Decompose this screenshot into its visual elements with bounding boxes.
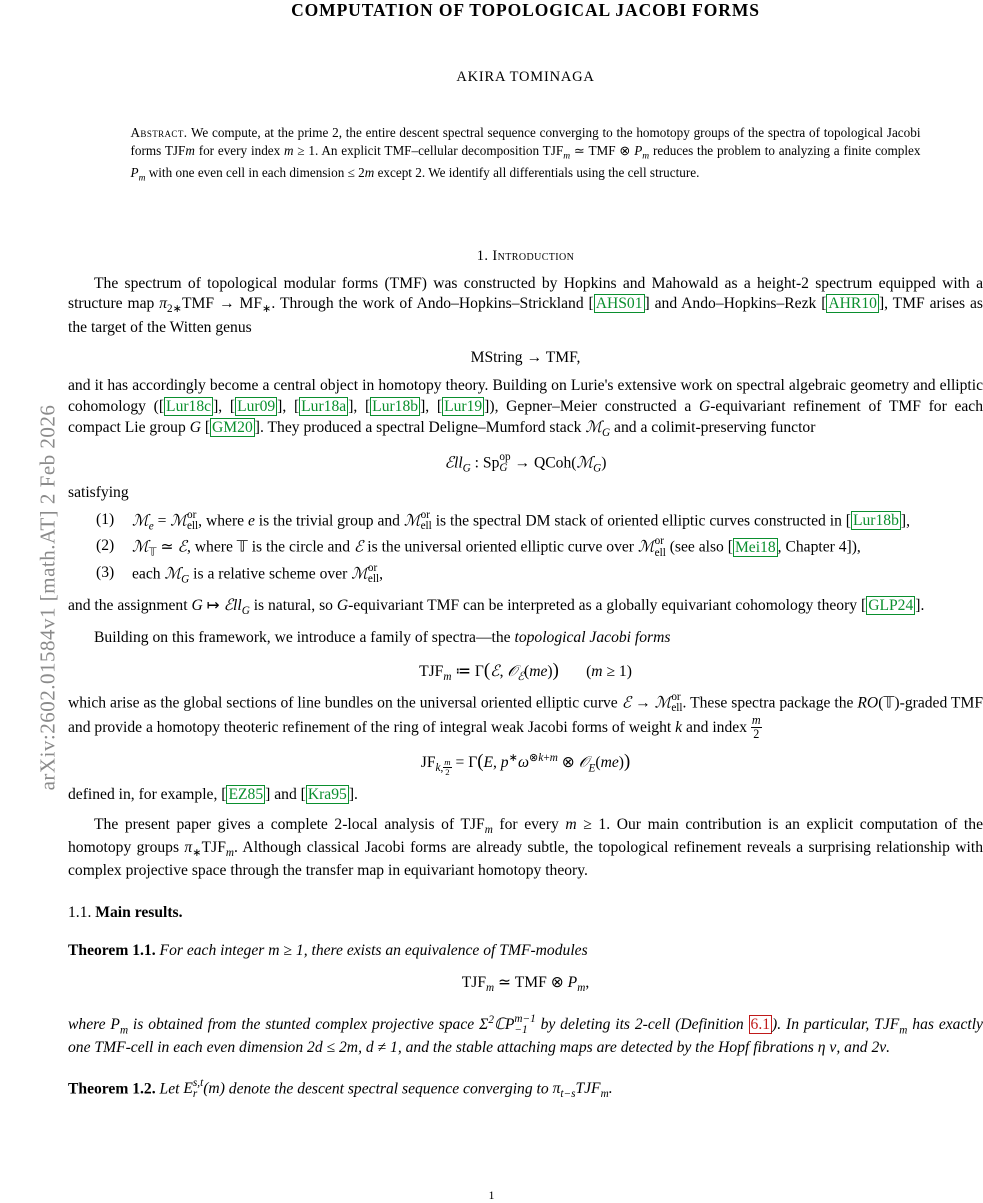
display-equation-ell-functor: ℰll$_G$ : Sp op G → QCoh(ℳ$_G$) <box>444 450 607 475</box>
intro-p5-d: and index <box>685 719 747 737</box>
abstract-text-4: reduces the problem to analyzing a finite complex <box>652 143 921 159</box>
intro-p1-a: The spectrum of topological modular forms (TMF) was constructed by Hopkins and Mahowald as a height-2 spectrum equipped with a structure map <box>68 274 983 313</box>
intro-p2-c: -equivariant refinement of TMF for each compact Lie group <box>68 397 983 436</box>
theorem-1-1-head: Theorem 1.1. <box>68 942 156 960</box>
page-number: 1 <box>488 1188 495 1202</box>
enumerated-list <box>68 510 983 587</box>
theorem-1-2-text-b: denote the descent spectral sequence converging to <box>228 1080 549 1098</box>
intro-p3-c: -equivariant TMF can be interpreted as a globally equivariant cohomology theory <box>348 597 858 615</box>
paper-content <box>68 0 983 1102</box>
intro-p7-c: . Our main contribution is an explicit computation of the homotopy groups <box>68 816 983 857</box>
citation-lur18b[interactable]: Lur18b <box>372 397 419 415</box>
intro-p5-a: which arise as the global sections of line bundles on the universal oriented elliptic curve <box>68 694 618 712</box>
abstract-block: Abstract. We compute, at the prime 2, the entire descent spectral sequence converging to the homotopy groups of the spectra of topological Jacobi forms TJFm for every index m ≥ 1. An explicit TMF–cellular decomposition $TJF_m$ ≃ TMF ⊗ $P_m$ reduces the problem to analyzing a finite complex $P_m$ with one even cell in each dimension ≤ 2m except 2. We identify all differentials using the cell structure. <box>130 125 921 184</box>
theorem-1-1-continuation: where $P_m$ is obtained from the stunted complex projective space $\Sigma^2ℂP$ m−1 −1 by deleting its 2-cell (Definition 6.1 ). In particular, $TJF_m$ has exactly one TMF-cell in each even dimension 2d ≤ 2m, d ≠ 1, and the stable attaching maps are detected by the Hopf fibrations η ν, and 2ν. <box>68 1012 983 1057</box>
arxiv-identifier-stamp: arXiv:2602.01584v1 [math.AT] 2 Feb 2026 <box>35 404 60 791</box>
theorem-1-1-text-k: , and <box>836 1039 868 1057</box>
paragraph-intro-4 <box>68 628 983 649</box>
abstract-text-6: except 2. We identify all differentials using the cell structure. <box>377 164 700 180</box>
item2-text-b: is the circle and <box>251 538 350 556</box>
theorem-1-1-text-a: For each integer <box>159 942 265 960</box>
theorem-1-1-text-j: , and the stable attaching maps are detected by the Hopf fibrations <box>397 1039 814 1057</box>
abstract-text-2: for every index <box>198 143 281 159</box>
theorem-1-1-text-c: -modules <box>530 942 588 960</box>
paragraph-intro-5: which arise as the global sections of line bundles on the universal oriented elliptic curve ℰ → ℳ or ell . These spectra package the RO(𝕋)-graded TMF and provide a homotopy theoteric refinement of the ring of integral weak Jacobi forms of weight k and index $\frac{m}{2}$ <box>68 690 983 741</box>
theorem-1-1-text-g: ). In particular, <box>772 1016 870 1034</box>
display-equation-theorem-1-1: $TJF_m$ ≃ TMF ⊗ $P_m$, <box>461 973 590 994</box>
citation-lur18c[interactable]: Lur18c <box>166 397 212 415</box>
intro-p7-a: The present paper gives a complete 2-local analysis of TJF <box>94 816 485 834</box>
theorem-1-2-text-a: Let <box>159 1080 180 1098</box>
citation-glp24[interactable]: GLP24 <box>868 597 914 615</box>
subsection-heading <box>68 904 983 922</box>
item3-text-a: each <box>132 564 161 582</box>
abstract-text-1: We compute, at the prime 2, the entire descent spectral sequence converging to the homotopy groups of the spectra of topological Jacobi forms TJF <box>130 125 921 159</box>
section-heading <box>68 248 983 265</box>
intro-p5-b: . These spectra package the <box>682 694 854 712</box>
theorem-1-1-text-b: , there exists an equivalence of <box>303 942 496 960</box>
item2-text-e: , Chapter 4]), <box>777 538 861 556</box>
intro-p1-d: , TMF arises as the target of the Witten genus <box>68 295 983 336</box>
intro-p3-a: and the assignment <box>68 597 188 615</box>
citation-gm20[interactable]: GM20 <box>212 418 253 436</box>
list-item: (3) each ℳ$_G$ is a relative scheme over ℳ or ell , <box>96 561 384 586</box>
item3-text-b: is a relative scheme over <box>193 564 348 582</box>
theorem-1-1-text-i: -cell in each even dimension <box>125 1039 304 1057</box>
intro-p2-b: ), Gepner–Meier constructed a <box>489 397 692 415</box>
intro-p6-c: . <box>354 786 358 804</box>
reference-link-6-1[interactable]: 6.1 <box>750 1016 771 1034</box>
theorem-1-2-head: Theorem 1.2. <box>68 1080 156 1098</box>
item3-text-c: , <box>379 564 384 582</box>
abstract-text-3: An explicit TMF–cellular decomposition <box>321 143 540 159</box>
theorem-1-1-text-h: has exactly one <box>68 1016 983 1057</box>
intro-p5-c: -graded TMF and provide a homotopy theoteric refinement of the ring of integral weak Jacobi forms of weight <box>68 694 983 737</box>
subsection-name: Main results. <box>95 904 183 922</box>
intro-p3-b: is natural, so <box>253 597 333 615</box>
theorem-1-1-text-e: is obtained from the stunted complex projective space <box>132 1016 475 1034</box>
paragraph-intro-6: defined in, for example, [ EZ85 ] and [ Kra95 ]. <box>68 786 358 804</box>
theorem-1-1-text-f: by deleting its 2-cell (Definition <box>540 1016 744 1034</box>
citation-lur18b-item[interactable]: Lur18b <box>852 512 899 530</box>
intro-p4-a: Building on this framework, we introduce a family of spectra—the <box>94 629 511 647</box>
display-equation-witten-genus: MString → TMF, <box>470 349 581 367</box>
citation-kra95[interactable]: Kra95 <box>307 786 347 804</box>
citation-ez85[interactable]: EZ85 <box>228 786 264 804</box>
abstract-text-5: with one even cell in each dimension <box>148 164 345 180</box>
citation-lur09[interactable]: Lur09 <box>237 397 276 415</box>
citation-ahs01[interactable]: AHS01 <box>595 295 643 313</box>
item1-text-a: , where <box>198 512 245 530</box>
citation-lur19[interactable]: Lur19 <box>444 397 483 415</box>
item2-text-d: (see also <box>669 538 724 556</box>
citation-mei18[interactable]: Mei18 <box>734 538 776 556</box>
paragraph-intro-2: and it has accordingly become a central object in homotopy theory. Building on Lurie's extensive work on spectral algebraic geometry and elliptic cohomology ([ Lur18c ], [ Lur09 ], [ Lur18a ], [ Lur18b ], [ Lur19 ]), Gepner–Meier constructed a G-equivariant refinement of TMF for each compact Lie group G [ GM20 ]. They produced a spectral Deligne–Mumford stack ℳ$_G$ and a colimit-preserving functor <box>68 377 983 439</box>
page-title: COMPUTATION OF TOPOLOGICAL JACOBI FORMS <box>291 0 760 20</box>
intro-p7-d: . Although classical Jacobi forms are already subtle, the topological refinement reveals a surprising relationship with complex projective space through the transfer map in equivariant homotopy theory. <box>68 839 983 880</box>
item2-text-c: is the universal oriented elliptic curve over <box>367 538 634 556</box>
paragraph-intro-1: The spectrum of topological modular forms (TMF) was constructed by Hopkins and Mahowald as a height-2 spectrum equipped with a structure map $\pi_{2∗}TMF \to MF_∗$. Through the work of Ando–Hopkins–Strickland [ AHS01 ] and Ando–Hopkins–Rezk [ AHR10 ], TMF arises as the target of the Witten genus <box>68 274 983 336</box>
intro-p6-a: defined in, for example, <box>68 786 218 804</box>
theorem-1-2: Theorem 1.2. Let E s,t r (m) denote the descent spectral sequence converging to $\pi_{t-s}TJF_m$. <box>68 1076 613 1101</box>
intro-p2-e: and a colimit-preserving functor <box>614 418 816 436</box>
item2-text-a: , where <box>186 538 233 556</box>
intro-p7-b: for every <box>499 816 559 834</box>
intro-p3-d: . <box>920 597 925 615</box>
item1-text-b: is the trivial group and <box>258 512 400 530</box>
section-number: 1. <box>476 247 489 264</box>
citation-ahr10[interactable]: AHR10 <box>828 295 877 313</box>
citation-lur18a[interactable]: Lur18a <box>301 397 347 415</box>
theorem-1-1: Theorem 1.1. For each integer m ≥ 1, there exists an equivalence of TMF-modules <box>68 942 588 960</box>
theorem-1-1-text-d: where <box>68 1016 106 1034</box>
intro-p4-italic: topological Jacobi forms <box>514 629 671 647</box>
subsection-number: 1.1. <box>68 904 92 922</box>
list-item-number: (3) <box>96 563 115 581</box>
display-equation-jf-definition: $JF_{k, \frac{m}{2}}$ = Γ(E, $p^∗\omega^{\otimes k+m}$ ⊗ 𝒪$_E$(me)) <box>420 750 631 777</box>
paragraph-intro-7: The present paper gives a complete 2-local analysis of $TJF_m$ for every m ≥ 1. Our main contribution is an explicit computation of the homotopy groups $\pi_∗TJF_m$. Although classical Jacobi forms are already subtle, the topological refinement reveals a surprising relationship with complex projective space through the transfer map in equivariant homotopy theory. <box>68 816 983 880</box>
item1-text-d: , <box>906 512 910 530</box>
intro-p2-d: . They produced a spectral Deligne–Mumford stack <box>259 418 582 436</box>
intro-p1-c: and Ando–Hopkins–Rezk <box>654 295 817 313</box>
abstract-label: Abstract. <box>130 125 188 140</box>
list-item-number: (2) <box>96 537 115 555</box>
author-name: AKIRA TOMINAGA <box>456 69 595 85</box>
intro-p6-b: and <box>274 786 297 804</box>
intro-p2-a: and it has accordingly become a central object in homotopy theory. Building on Lurie's extensive work on spectral algebraic geometry and elliptic cohomology ( <box>68 377 983 415</box>
list-item-number: (1) <box>96 510 115 528</box>
section-name: Introduction <box>492 247 575 264</box>
display-equation-tjf-definition: $TJF_m$ ≔ Γ(ℰ, 𝒪$_ℰ$(me)) (m ≥ 1) <box>419 659 632 683</box>
list-item: (2) ℳ$_𝕋$ ≃ ℰ, where 𝕋 is the circle and ℰ is the universal oriented elliptic curve over ℳ or ell (see also [ Mei18 , Chapter 4]), <box>96 535 861 559</box>
intro-p1-b: Through the work of Ando–Hopkins–Strickland <box>279 295 584 313</box>
paragraph-intro-3: and the assignment G ↦ ℰll$_G$ is natural, so G-equivariant TMF can be interpreted as a globally equivariant cohomology theory [ GLP24 ]. <box>68 597 925 618</box>
list-item: (1) ℳ$_e$ = ℳ or ell , where e is the trivial group and ℳ or ell is the spectral DM stack of oriented elliptic curves constructed in [ Lur18b ], <box>96 508 910 533</box>
paragraph-satisfying: satisfying <box>68 484 129 502</box>
item1-text-c: is the spectral DM stack of oriented elliptic curves constructed in <box>435 512 842 530</box>
